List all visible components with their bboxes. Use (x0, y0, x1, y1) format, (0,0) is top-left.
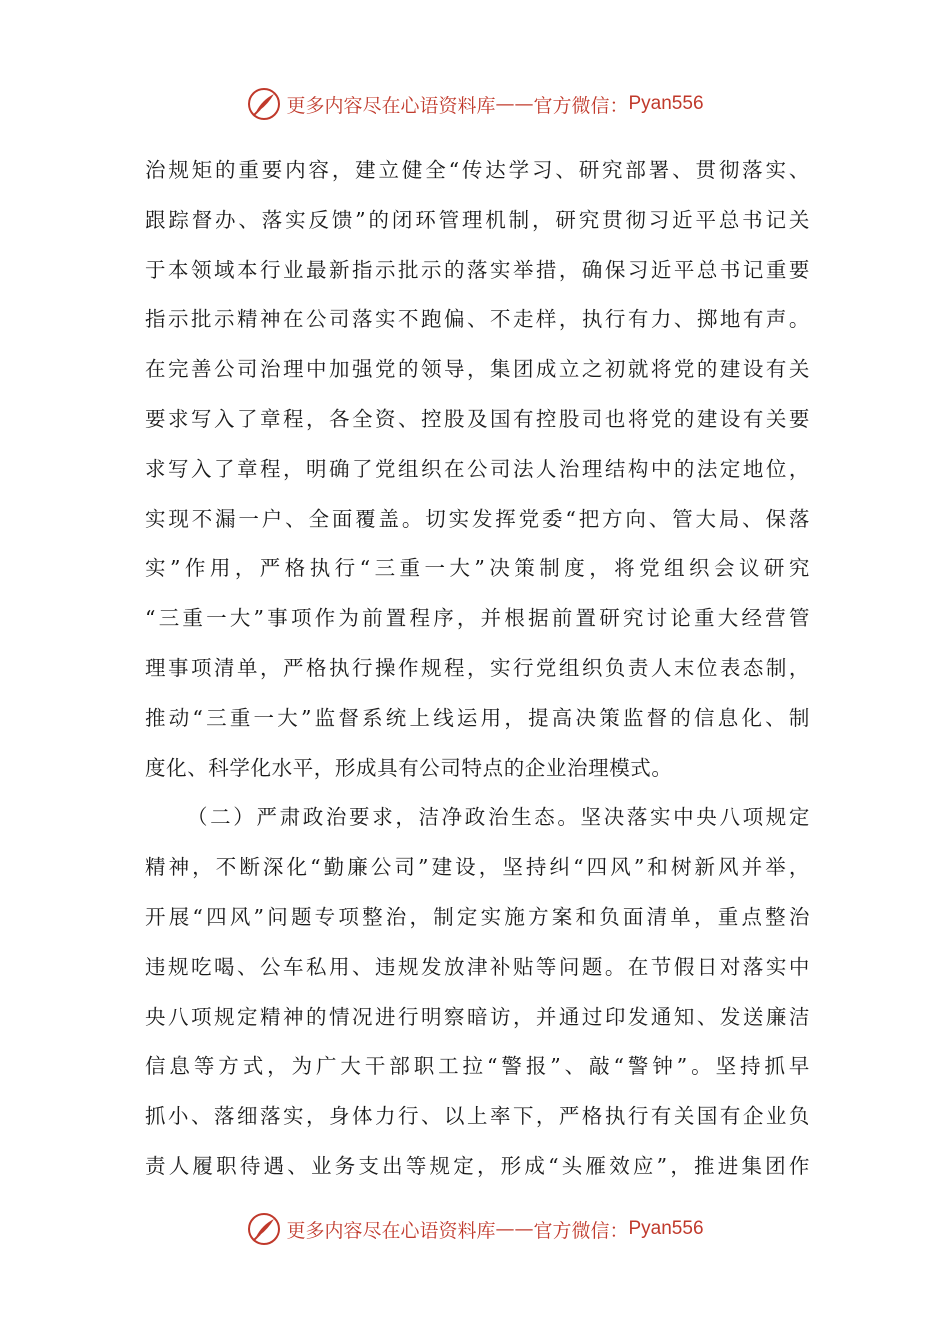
banner-content (246, 1211, 703, 1247)
text-line: 求写入了章程，明确了党组织在公司法人治理结构中的法定地位， (145, 456, 810, 481)
banner-main-text: 更多内容尽在心语资料库 (286, 94, 496, 117)
text-line: 度化、科学化水平，形成具有公司特点的企业治理模式。 (145, 755, 673, 780)
text-line: 在完善公司治理中加强党的领导，集团成立之初就将党的建设有关 (145, 357, 810, 382)
text-line: 跟踪督办、落实反馈”的闭环管理机制，研究贯彻习近平总书记关 (145, 207, 810, 232)
text-line: 开展“四风”问题专项整治，制定实施方案和负面清单，重点整治 (145, 904, 810, 929)
banner-content (246, 86, 703, 122)
text-line: 推动“三重一大”监督系统上线运用，提高决策监督的信息化、制 (145, 705, 810, 730)
text-line: 治规矩的重要内容，建立健全“传达学习、研究部署、贯彻落实、 (145, 158, 810, 182)
text-line: 抓小、落细落实，身体力行、以上率下，严格执行有关国有企业负 (145, 1104, 810, 1129)
banner-dash: —— (495, 1218, 534, 1240)
text-line: 央八项规定精神的情况进行明察暗访，并通过印发通知、发送廉洁 (145, 1004, 810, 1029)
banner-wechat-label: 官方微信： (533, 1219, 629, 1242)
text-line: 实现不漏一户、全面覆盖。切实发挥党委“把方向、管大局、保落 (145, 506, 810, 531)
header-banner (0, 82, 950, 126)
footer-banner (0, 1207, 950, 1251)
banner-wechat-label: 官方微信： (533, 94, 629, 117)
text-line: 理事项清单，严格执行操作规程，实行党组织负责人末位表态制， (145, 655, 810, 680)
banner-main-text: 更多内容尽在心语资料库 (286, 1219, 496, 1242)
banner-wechat-id: Pyan556 (628, 93, 704, 114)
text-line: 责人履职待遇、业务支出等规定，形成“头雁效应”，推进集团作 (145, 1153, 810, 1178)
banner-wechat-id: Pyan556 (628, 1218, 704, 1239)
quill-logo-icon (246, 86, 282, 122)
section-heading-line: （二）严肃政治要求，洁净政治生态。坚决落实中央八项规定 (187, 805, 810, 830)
text-line: 指示批示精神在公司落实不跑偏、不走样，执行有力、掷地有声。 (145, 307, 810, 332)
text-line: 违规吃喝、公车私用、违规发放津补贴等问题。在节假日对落实中 (145, 954, 810, 979)
document-body (145, 146, 810, 1192)
text-line: 信息等方式，为广大干部职工拉“警报”、敲“警钟”。坚持抓早 (145, 1054, 810, 1079)
quill-logo-icon (246, 1211, 282, 1247)
text-line: 精神，不断深化“勤廉公司”建设，坚持纠“四风”和树新风并举， (145, 855, 810, 880)
text-line: 实”作用，严格执行“三重一大”决策制度，将党组织会议研究 (145, 556, 810, 581)
text-line: “三重一大”事项作为前置程序，并根据前置研究讨论重大经营管 (145, 606, 810, 631)
text-line: 于本领域本行业最新指示批示的落实举措，确保习近平总书记重要 (145, 257, 810, 282)
text-line: 要求写入了章程，各全资、控股及国有控股司也将党的建设有关要 (145, 406, 810, 431)
banner-dash: —— (495, 93, 534, 115)
